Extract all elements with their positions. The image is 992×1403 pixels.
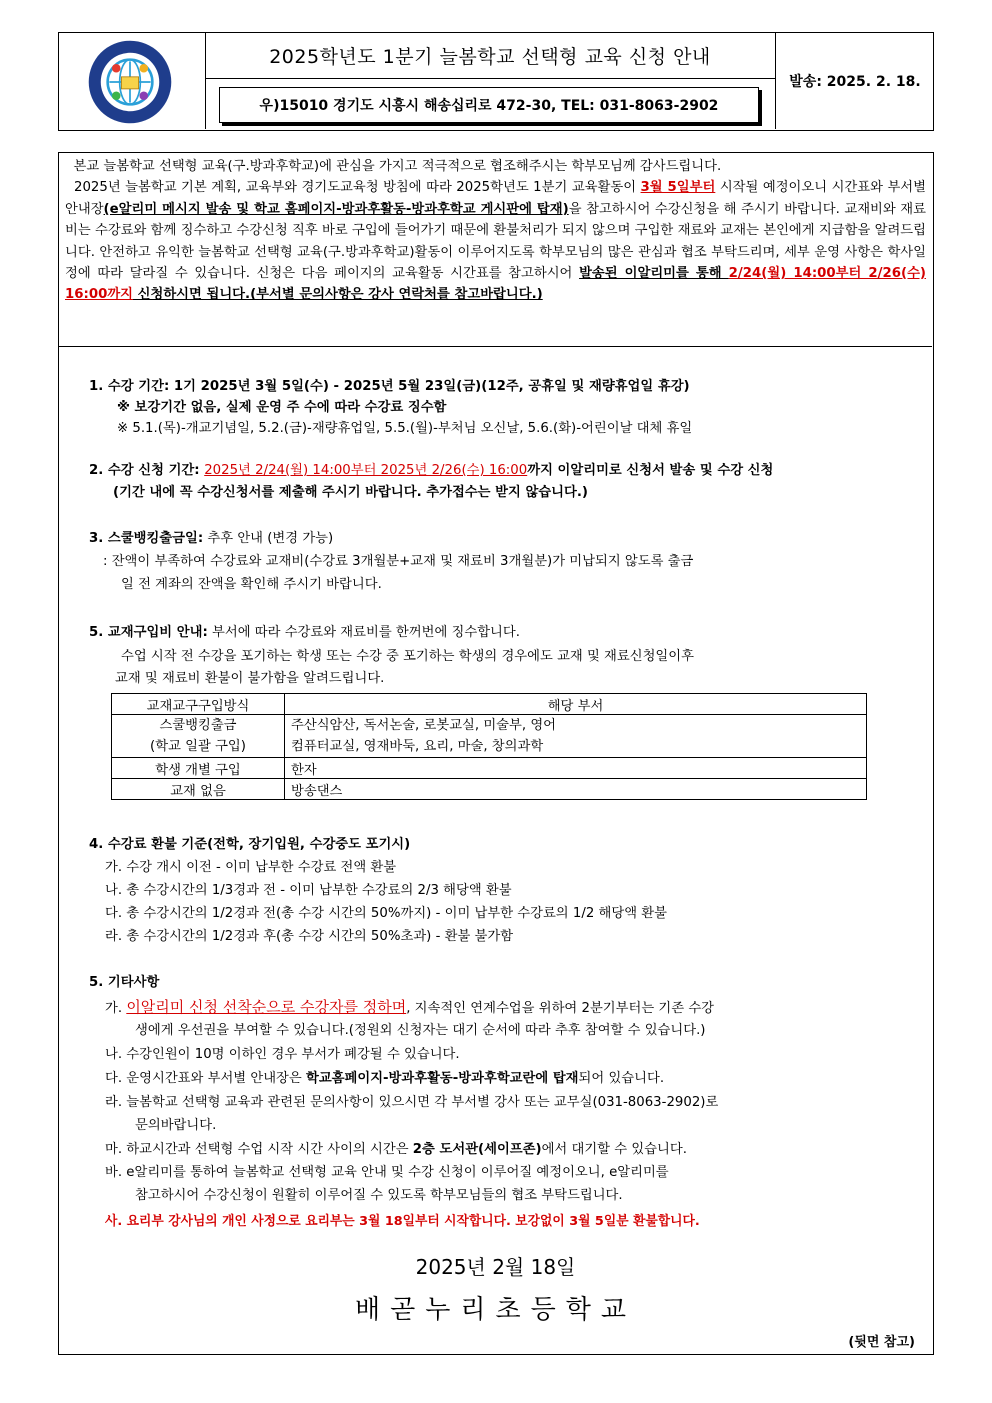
- s5a-text: 부서에 따라 수강료와 재료비를 한꺼번에 징수합니다.: [207, 625, 520, 640]
- table-header: 교재교구구입방식: [112, 694, 285, 715]
- s3-label: 3. 스쿨뱅킹출금일:: [89, 531, 204, 546]
- s5a-line: [89, 621, 520, 640]
- table-cell: 방송댄스: [285, 779, 867, 800]
- s1-line: [89, 375, 690, 394]
- issue-date: 발송: 2025. 2. 18.: [775, 33, 934, 129]
- s3-line: [89, 527, 333, 546]
- table-header-row: [112, 694, 867, 715]
- main-box: [58, 152, 934, 1355]
- s5a-line1: 수업 시작 전 수강을 포기하는 학생 또는 수강 중 포기하는 학생의 경우에도 교재 및 재료신청일이후: [121, 649, 694, 664]
- intro-p2c: 을 참고하시어 수강신청을 해 주시기 바랍니다. 교재비와 재료비는 수강료와 함께 징수하고 수강신청 직후 바로 구입에 들어가기 때문에 환불처리가 되지 않으며 구입한 재료와 교재는 본인에게 지급함을 알려드립니다. 안전하고 유익한 늘봄학교 선택형 교육(구.방과후학교)활동이 이루어지도록 학부모님의 많은 관심과 협조 부탁드리며, 세부 운영 사항은 학사일정에 따라 달라질 수 있습니다. 신청은 다음 페이지의 교육활동 시간표를 참고하시어: [65, 201, 926, 282]
- intro-notice-location: (e알리미 메시지 발송 및 학교 홈페이지-방과후활동-방과후학교 게시판에 탑재): [103, 201, 569, 217]
- s1-text: 1기 2025년 3월 5일(수) - 2025년 5월 23일(금)(12주, 공휴일 및 재량휴업일 휴강): [169, 379, 690, 394]
- intro-p2b: 시작될 예정이오니 시간표와 부서별 안내장: [65, 180, 926, 217]
- s1-label: 1. 수강 기간:: [89, 379, 170, 394]
- table-cell: 학생 개별 구입: [112, 758, 285, 779]
- s5-ga: 가. 이알리미 신청 선착순으로 수강자를 정하며, 지속적인 연계수업을 위하여 2분기부터는 기존 수강: [105, 998, 715, 1016]
- s5-ra1: 라. 늘봄학교 선택형 교육과 관련된 문의사항이 있으시면 각 부서별 강사 또는 교무실(031-8063-2902)로: [105, 1095, 719, 1110]
- s5-label: 5. 기타사항: [89, 975, 160, 990]
- table-header: 해당 부서: [285, 694, 867, 715]
- logo-cell: [59, 33, 206, 129]
- s3-line1: : 잔액이 부족하여 수강료와 교재비(수강료 3개월분+교재 및 재료비 3개월분)가 미납되지 않도록 출금: [103, 554, 694, 569]
- intro-start-date: 3월 5일부터: [640, 180, 716, 196]
- s1-note2: ※ 5.1.(목)-개교기념일, 5.2.(금)-재량휴업일, 5.5.(월)-부처님 오신날, 5.6.(화)-어린이날 대체 휴일: [117, 421, 693, 436]
- s5-ra2: 문의바랍니다.: [135, 1118, 217, 1133]
- s4-item: 다. 총 수강시간의 1/2경과 전(총 수강 시간의 50%까지) - 이미 납부한 수강료의 1/2 해당액 환불: [105, 906, 667, 921]
- table-cell: 주산식암산, 독서논술, 로봇교실, 미술부, 영어 컴퓨터교실, 영재바둑, 요리, 마술, 창의과학: [285, 715, 867, 758]
- s5-ba1: 바. e알리미를 통하여 늘봄학교 선택형 교육 안내 및 수강 신청이 이루어질 예정이오니, e알리미를: [105, 1165, 669, 1180]
- title-cell: [205, 33, 775, 129]
- intro-paragraph: [59, 153, 932, 347]
- s5-ma: 마. 하교시간과 선택형 수업 시작 시간 사이의 시간은 2층 도서관(세이프존)에서 대기할 수 있습니다.: [105, 1142, 687, 1157]
- s2-line: [89, 459, 773, 478]
- back-page-note: (뒷면 참고): [848, 1335, 915, 1350]
- s5-ga-line2: 생에게 우선권을 부여할 수 있습니다.(정원외 신청자는 대기 순서에 따라 추후 참여할 수 있습니다.): [135, 1023, 706, 1038]
- table-cell: 스쿨뱅킹출금 (학교 일괄 구입): [112, 715, 285, 758]
- header-box: [58, 32, 934, 131]
- table-cell: 교재 없음: [112, 779, 285, 800]
- s4-item: 가. 수강 개시 이전 - 이미 납부한 수강료 전액 환불: [105, 860, 397, 875]
- s3-line2: 일 전 계좌의 잔액을 확인해 주시기 바랍니다.: [121, 577, 382, 592]
- s5-sa: 사. 요리부 강사님의 개인 사정으로 요리부는 3월 18일부터 시작합니다. 보강없이 3월 5일분 환불합니다.: [105, 1214, 700, 1229]
- table-cell: 한자: [285, 758, 867, 779]
- s1-note1: ※ 보강기간 없음, 실제 운영 주 수에 따라 수강료 징수함: [117, 400, 447, 415]
- table-row: [112, 779, 867, 800]
- s4-item: 나. 총 수강시간의 1/3경과 전 - 이미 납부한 수강료의 2/3 해당액 환불: [105, 883, 512, 898]
- intro-apply-2: 신청하시면 됩니다.(부서별 문의사항은 강사 연락처를 참고바랍니다.): [133, 287, 543, 303]
- s5a-label: 5. 교재구입비 안내:: [89, 625, 208, 640]
- intro-apply-1: 발송된 이알리미를 통해: [579, 266, 729, 282]
- table-row: [112, 715, 867, 758]
- school-name: 배곧누리초등학교: [355, 1295, 636, 1325]
- s3-text: 추후 안내 (변경 가능): [203, 531, 334, 546]
- school-address: 우)15010 경기도 시흥시 해송십리로 472-30, TEL: 031-8063-2902: [219, 87, 759, 123]
- s2-label: 2. 수강 신청 기간:: [89, 463, 205, 478]
- intro-p2a: 2025년 늘봄학교 기본 계획, 교육부와 경기도교육청 방침에 따라 2025학년도 1분기 교육활동이: [74, 180, 641, 196]
- table-row: [112, 758, 867, 779]
- intro-apply-period: 2/24(월) 14:00부터 2/26(수) 16:00까지: [65, 266, 926, 303]
- s5-da: 다. 운영시간표와 부서별 안내장은 학교홈페이지-방과후활동-방과후학교란에 탑재되어 있습니다.: [105, 1071, 665, 1086]
- document-title: 2025학년도 1분기 늘봄학교 선택형 교육 신청 안내: [205, 33, 775, 79]
- s5-ba2: 참고하시어 수강신청이 원활히 이루어질 수 있도록 학부모님들의 협조 부탁드립니다.: [135, 1188, 623, 1203]
- s2-period: 2025년 2/24(월) 14:00부터 2025년 2/26(수) 16:00: [204, 463, 528, 478]
- school-logo: [87, 39, 173, 125]
- s5a-line2: 교재 및 재료비 환불이 불가함을 알려드립니다.: [115, 671, 385, 686]
- intro-p1: 본교 늘봄학교 선택형 교육(구.방과후학교)에 관심을 가지고 적극적으로 협조해주시는 학부모님께 감사드립니다.: [73, 159, 722, 174]
- s5-na: 나. 수강인원이 10명 이하인 경우 부서가 폐강될 수 있습니다.: [105, 1047, 460, 1062]
- s5-ga-red: 이알리미 신청 선착순으로 수강자를 정하며: [126, 998, 407, 1016]
- s4-label: 4. 수강료 환불 기준(전학, 장기입원, 수강중도 포기시): [89, 837, 411, 852]
- s2-rest: 까지 이알리미로 신청서 발송 및 수강 신청: [527, 463, 774, 478]
- s4-item: 라. 총 수강시간의 1/2경과 후(총 수강 시간의 50%초과) - 환불 불가함: [105, 929, 514, 944]
- footer-date: 2025년 2월 18일: [415, 1255, 576, 1279]
- s2-note: (기간 내에 꼭 수강신청서를 제출해 주시기 바랍니다. 추가접수는 받지 않습니다.): [113, 485, 588, 500]
- material-table: [111, 693, 867, 800]
